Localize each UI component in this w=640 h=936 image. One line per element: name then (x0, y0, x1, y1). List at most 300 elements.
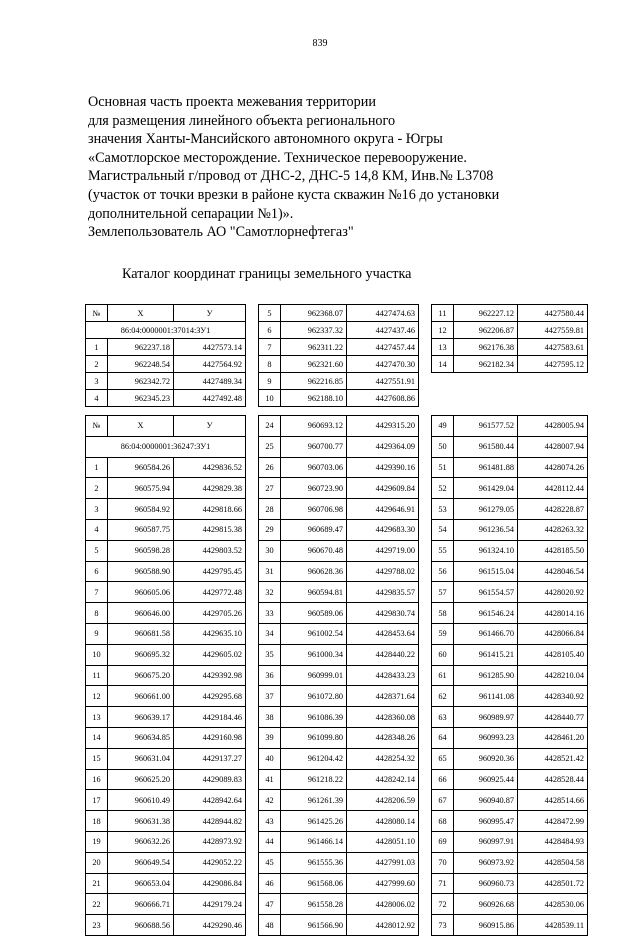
y-coordinate: 4429089.83 (174, 769, 246, 790)
point-number: 25 (259, 436, 281, 457)
table-row (259, 873, 419, 894)
y-coordinate: 4428484.93 (518, 831, 588, 852)
table-row (432, 499, 588, 520)
point-number: 6 (259, 322, 281, 339)
y-coordinate: 4429795.45 (174, 561, 246, 582)
table-row (259, 623, 419, 644)
table-row (259, 686, 419, 707)
table-row (259, 748, 419, 769)
point-number: 37 (259, 686, 281, 707)
point-number: 15 (86, 748, 108, 769)
table-row (432, 790, 588, 811)
plot2-table-col2 (258, 415, 419, 936)
header-num: № (86, 416, 108, 437)
y-coordinate: 4429315.20 (347, 416, 419, 437)
x-coordinate: 960915.86 (454, 915, 518, 936)
point-number: 46 (259, 873, 281, 894)
header-num: № (86, 305, 108, 322)
point-number: 29 (259, 519, 281, 540)
x-coordinate: 962216.85 (281, 373, 347, 390)
table-row (432, 305, 588, 322)
y-coordinate: 4428539.11 (518, 915, 588, 936)
plot2-table-col3 (431, 415, 588, 936)
table-row (259, 322, 419, 339)
table-row (259, 790, 419, 811)
y-coordinate: 4429137.27 (174, 748, 246, 769)
table-row (432, 561, 588, 582)
x-coordinate: 960649.54 (108, 852, 174, 873)
y-coordinate: 4429184.46 (174, 707, 246, 728)
x-coordinate: 962342.72 (108, 373, 174, 390)
x-coordinate: 961429.04 (454, 478, 518, 499)
x-coordinate: 960588.90 (108, 561, 174, 582)
point-number: 59 (432, 623, 454, 644)
table-row (86, 811, 246, 832)
y-coordinate: 4429803.52 (174, 540, 246, 561)
y-coordinate: 4428440.22 (347, 644, 419, 665)
y-coordinate: 4429605.02 (174, 644, 246, 665)
point-number: 55 (432, 540, 454, 561)
point-number: 5 (86, 540, 108, 561)
y-coordinate: 4429635.10 (174, 623, 246, 644)
y-coordinate: 4429290.46 (174, 915, 246, 936)
table-row (259, 478, 419, 499)
x-coordinate: 960634.85 (108, 727, 174, 748)
point-number: 38 (259, 707, 281, 728)
x-coordinate: 960993.23 (454, 727, 518, 748)
table-row (86, 339, 246, 356)
point-number: 53 (432, 499, 454, 520)
table-row (259, 339, 419, 356)
table-row (259, 811, 419, 832)
table-row (86, 873, 246, 894)
x-coordinate: 960960.73 (454, 873, 518, 894)
y-coordinate: 4427608.86 (347, 390, 419, 407)
table-row (86, 540, 246, 561)
table-row (259, 457, 419, 478)
point-number: 50 (432, 436, 454, 457)
point-number: 2 (86, 478, 108, 499)
x-coordinate: 962206.87 (454, 322, 518, 339)
y-coordinate: 4429835.57 (347, 582, 419, 603)
y-coordinate: 4428046.54 (518, 561, 588, 582)
table-row (432, 686, 588, 707)
y-coordinate: 4428185.50 (518, 540, 588, 561)
point-number: 7 (259, 339, 281, 356)
header-line: «Самотлорское месторождение. Техническое перевооружение. (88, 149, 467, 166)
point-number: 61 (432, 665, 454, 686)
plot1-table-col1 (85, 304, 246, 407)
y-coordinate: 4428453.64 (347, 623, 419, 644)
table-row (86, 915, 246, 936)
table-row (432, 436, 588, 457)
table-row (259, 727, 419, 748)
header-line: дополнительной сепарации №1)». (88, 205, 294, 222)
point-number: 23 (86, 915, 108, 936)
x-coordinate: 960639.17 (108, 707, 174, 728)
point-number: 14 (432, 356, 454, 373)
y-coordinate: 4429052.22 (174, 852, 246, 873)
x-coordinate: 962182.34 (454, 356, 518, 373)
x-coordinate: 962311.22 (281, 339, 347, 356)
y-coordinate: 4429705.26 (174, 603, 246, 624)
x-coordinate: 960646.00 (108, 603, 174, 624)
point-number: 43 (259, 811, 281, 832)
table-row (432, 831, 588, 852)
x-coordinate: 960625.20 (108, 769, 174, 790)
point-number: 12 (432, 322, 454, 339)
x-coordinate: 960920.36 (454, 748, 518, 769)
y-coordinate: 4429179.24 (174, 894, 246, 915)
x-coordinate: 962321.60 (281, 356, 347, 373)
y-coordinate: 4428263.32 (518, 519, 588, 540)
x-coordinate: 960670.48 (281, 540, 347, 561)
x-coordinate: 961577.52 (454, 416, 518, 437)
table-row (86, 769, 246, 790)
document-header (88, 93, 558, 242)
x-coordinate: 960575.94 (108, 478, 174, 499)
header-line: Землепользователь АО "Самотлорнефтегаз" (88, 224, 354, 241)
x-coordinate: 961555.36 (281, 852, 347, 873)
x-coordinate: 961072.80 (281, 686, 347, 707)
y-coordinate: 4428020.92 (518, 582, 588, 603)
point-number: 70 (432, 852, 454, 873)
point-number: 68 (432, 811, 454, 832)
x-coordinate: 960631.04 (108, 748, 174, 769)
point-number: 67 (432, 790, 454, 811)
point-number: 41 (259, 769, 281, 790)
header-y: У (174, 416, 246, 437)
y-coordinate: 4429390.16 (347, 457, 419, 478)
x-coordinate: 961515.04 (454, 561, 518, 582)
point-number: 27 (259, 478, 281, 499)
point-number: 2 (86, 356, 108, 373)
table-row (86, 478, 246, 499)
x-coordinate: 961558.28 (281, 894, 347, 915)
y-coordinate: 4427580.44 (518, 305, 588, 322)
x-coordinate: 960999.01 (281, 665, 347, 686)
point-number: 19 (86, 831, 108, 852)
x-coordinate: 960605.06 (108, 582, 174, 603)
x-coordinate: 960700.77 (281, 436, 347, 457)
x-coordinate: 960723.90 (281, 478, 347, 499)
x-coordinate: 960610.49 (108, 790, 174, 811)
point-number: 13 (86, 707, 108, 728)
point-number: 30 (259, 540, 281, 561)
x-coordinate: 960584.26 (108, 457, 174, 478)
x-coordinate: 960688.56 (108, 915, 174, 936)
header-y: У (174, 305, 246, 322)
table-row (432, 915, 588, 936)
y-coordinate: 4428944.82 (174, 811, 246, 832)
table-row (86, 852, 246, 873)
y-coordinate: 4427564.92 (174, 356, 246, 373)
y-coordinate: 4427595.12 (518, 356, 588, 373)
x-coordinate: 960989.97 (454, 707, 518, 728)
y-coordinate: 4428051.10 (347, 831, 419, 852)
y-coordinate: 4428206.59 (347, 790, 419, 811)
table-row (259, 436, 419, 457)
x-coordinate: 960689.47 (281, 519, 347, 540)
x-coordinate: 961568.06 (281, 873, 347, 894)
point-number: 63 (432, 707, 454, 728)
point-number: 5 (259, 305, 281, 322)
point-number: 7 (86, 582, 108, 603)
table-row (86, 748, 246, 769)
x-coordinate: 962248.54 (108, 356, 174, 373)
point-number: 51 (432, 457, 454, 478)
y-coordinate: 4429719.00 (347, 540, 419, 561)
point-number: 40 (259, 748, 281, 769)
x-coordinate: 960598.28 (108, 540, 174, 561)
point-number: 9 (86, 623, 108, 644)
y-coordinate: 4429829.38 (174, 478, 246, 499)
table-row (86, 665, 246, 686)
point-number: 62 (432, 686, 454, 707)
table-row (86, 727, 246, 748)
y-coordinate: 4428501.72 (518, 873, 588, 894)
x-coordinate: 961425.26 (281, 811, 347, 832)
table-row (432, 644, 588, 665)
point-number: 52 (432, 478, 454, 499)
table-row (259, 894, 419, 915)
point-number: 65 (432, 748, 454, 769)
y-coordinate: 4428504.58 (518, 852, 588, 873)
table-row (259, 707, 419, 728)
table-row (259, 852, 419, 873)
point-number: 39 (259, 727, 281, 748)
cadastral-row (86, 436, 246, 457)
x-coordinate: 960587.75 (108, 519, 174, 540)
point-number: 3 (86, 499, 108, 520)
table-row (432, 356, 588, 373)
y-coordinate: 4427551.91 (347, 373, 419, 390)
table-row (432, 873, 588, 894)
y-coordinate: 4427999.60 (347, 873, 419, 894)
y-coordinate: 4429160.98 (174, 727, 246, 748)
table-row (432, 540, 588, 561)
cadastral-number: 86:04:0000001:36247:ЗУ1 (86, 436, 246, 457)
x-coordinate: 961466.14 (281, 831, 347, 852)
x-coordinate: 960926.68 (454, 894, 518, 915)
point-number: 60 (432, 644, 454, 665)
x-coordinate: 960584.92 (108, 499, 174, 520)
x-coordinate: 961279.05 (454, 499, 518, 520)
y-coordinate: 4428074.26 (518, 457, 588, 478)
table-header-row (86, 416, 246, 437)
y-coordinate: 4428528.44 (518, 769, 588, 790)
x-coordinate: 961141.08 (454, 686, 518, 707)
y-coordinate: 4428973.92 (174, 831, 246, 852)
y-coordinate: 4429815.38 (174, 519, 246, 540)
header-line: Основная часть проекта межевания территории (88, 94, 376, 110)
plot1-table-col3 (431, 304, 588, 373)
point-number: 28 (259, 499, 281, 520)
y-coordinate: 4428433.23 (347, 665, 419, 686)
table-row (86, 519, 246, 540)
point-number: 9 (259, 373, 281, 390)
table-header-row (86, 305, 246, 322)
y-coordinate: 4428472.99 (518, 811, 588, 832)
x-coordinate: 962345.23 (108, 390, 174, 407)
y-coordinate: 4427573.14 (174, 339, 246, 356)
plot2-table-col1 (85, 415, 246, 936)
y-coordinate: 4428012.92 (347, 915, 419, 936)
table-row (432, 416, 588, 437)
point-number: 20 (86, 852, 108, 873)
y-coordinate: 4428348.26 (347, 727, 419, 748)
x-coordinate: 961204.42 (281, 748, 347, 769)
y-coordinate: 4428228.87 (518, 499, 588, 520)
point-number: 10 (86, 644, 108, 665)
table-row (432, 665, 588, 686)
x-coordinate: 960632.26 (108, 831, 174, 852)
table-row (86, 894, 246, 915)
point-number: 11 (432, 305, 454, 322)
y-coordinate: 4429836.52 (174, 457, 246, 478)
point-number: 69 (432, 831, 454, 852)
y-coordinate: 4428014.16 (518, 603, 588, 624)
x-coordinate: 961481.88 (454, 457, 518, 478)
table-row (259, 305, 419, 322)
x-coordinate: 960661.00 (108, 686, 174, 707)
y-coordinate: 4429818.66 (174, 499, 246, 520)
y-coordinate: 4427457.44 (347, 339, 419, 356)
table-row (259, 356, 419, 373)
x-coordinate: 960653.04 (108, 873, 174, 894)
y-coordinate: 4428007.94 (518, 436, 588, 457)
table-row (86, 561, 246, 582)
y-coordinate: 4428006.02 (347, 894, 419, 915)
y-coordinate: 4429646.91 (347, 499, 419, 520)
y-coordinate: 4429830.74 (347, 603, 419, 624)
y-coordinate: 4429392.98 (174, 665, 246, 686)
x-coordinate: 960631.38 (108, 811, 174, 832)
y-coordinate: 4427991.03 (347, 852, 419, 873)
table-row (259, 665, 419, 686)
point-number: 24 (259, 416, 281, 437)
table-row (86, 373, 246, 390)
point-number: 57 (432, 582, 454, 603)
point-number: 17 (86, 790, 108, 811)
point-number: 8 (259, 356, 281, 373)
point-number: 31 (259, 561, 281, 582)
y-coordinate: 4427470.30 (347, 356, 419, 373)
y-coordinate: 4428942.64 (174, 790, 246, 811)
point-number: 73 (432, 915, 454, 936)
y-coordinate: 4429772.48 (174, 582, 246, 603)
table-row (259, 390, 419, 407)
point-number: 72 (432, 894, 454, 915)
y-coordinate: 4427489.34 (174, 373, 246, 390)
y-coordinate: 4428210.04 (518, 665, 588, 686)
y-coordinate: 4428440.77 (518, 707, 588, 728)
x-coordinate: 961000.34 (281, 644, 347, 665)
point-number: 1 (86, 457, 108, 478)
x-coordinate: 961086.39 (281, 707, 347, 728)
x-coordinate: 960695.32 (108, 644, 174, 665)
point-number: 32 (259, 582, 281, 603)
point-number: 10 (259, 390, 281, 407)
table-row (432, 727, 588, 748)
x-coordinate: 961580.44 (454, 436, 518, 457)
point-number: 49 (432, 416, 454, 437)
x-coordinate: 961218.22 (281, 769, 347, 790)
x-coordinate: 960693.12 (281, 416, 347, 437)
y-coordinate: 4428254.32 (347, 748, 419, 769)
table-row (259, 582, 419, 603)
point-number: 4 (86, 390, 108, 407)
y-coordinate: 4428340.92 (518, 686, 588, 707)
table-row (432, 623, 588, 644)
x-coordinate: 960973.92 (454, 852, 518, 873)
cadastral-row (86, 322, 246, 339)
x-coordinate: 962368.07 (281, 305, 347, 322)
y-coordinate: 4427559.81 (518, 322, 588, 339)
point-number: 54 (432, 519, 454, 540)
x-coordinate: 961285.90 (454, 665, 518, 686)
table-row (86, 582, 246, 603)
y-coordinate: 4428461.20 (518, 727, 588, 748)
y-coordinate: 4428371.64 (347, 686, 419, 707)
point-number: 45 (259, 852, 281, 873)
y-coordinate: 4429295.68 (174, 686, 246, 707)
x-coordinate: 960703.06 (281, 457, 347, 478)
point-number: 66 (432, 769, 454, 790)
table-row (259, 540, 419, 561)
header-x: Х (108, 305, 174, 322)
x-coordinate: 960666.71 (108, 894, 174, 915)
point-number: 18 (86, 811, 108, 832)
y-coordinate: 4428066.84 (518, 623, 588, 644)
x-coordinate: 960925.44 (454, 769, 518, 790)
point-number: 8 (86, 603, 108, 624)
plot1-table-col2 (258, 304, 419, 407)
table-row (432, 582, 588, 603)
y-coordinate: 4429364.09 (347, 436, 419, 457)
table-row (86, 356, 246, 373)
y-coordinate: 4428530.06 (518, 894, 588, 915)
point-number: 13 (432, 339, 454, 356)
header-x: Х (108, 416, 174, 437)
point-number: 56 (432, 561, 454, 582)
header-line: (участок от точки врезки в районе куста скважин №16 до установки (88, 186, 500, 203)
table-row (432, 339, 588, 356)
point-number: 11 (86, 665, 108, 686)
point-number: 12 (86, 686, 108, 707)
page-number: 839 (312, 38, 328, 49)
y-coordinate: 4429086.84 (174, 873, 246, 894)
x-coordinate: 961236.54 (454, 519, 518, 540)
x-coordinate: 960628.36 (281, 561, 347, 582)
table-row (432, 852, 588, 873)
x-coordinate: 961546.24 (454, 603, 518, 624)
table-row (86, 390, 246, 407)
y-coordinate: 4428360.08 (347, 707, 419, 728)
point-number: 16 (86, 769, 108, 790)
y-coordinate: 4427474.63 (347, 305, 419, 322)
x-coordinate: 961261.39 (281, 790, 347, 811)
table-row (86, 623, 246, 644)
point-number: 33 (259, 603, 281, 624)
point-number: 21 (86, 873, 108, 894)
x-coordinate: 960594.81 (281, 582, 347, 603)
table-row (86, 603, 246, 624)
table-row (86, 457, 246, 478)
table-row (259, 915, 419, 936)
table-row (432, 748, 588, 769)
x-coordinate: 962188.10 (281, 390, 347, 407)
